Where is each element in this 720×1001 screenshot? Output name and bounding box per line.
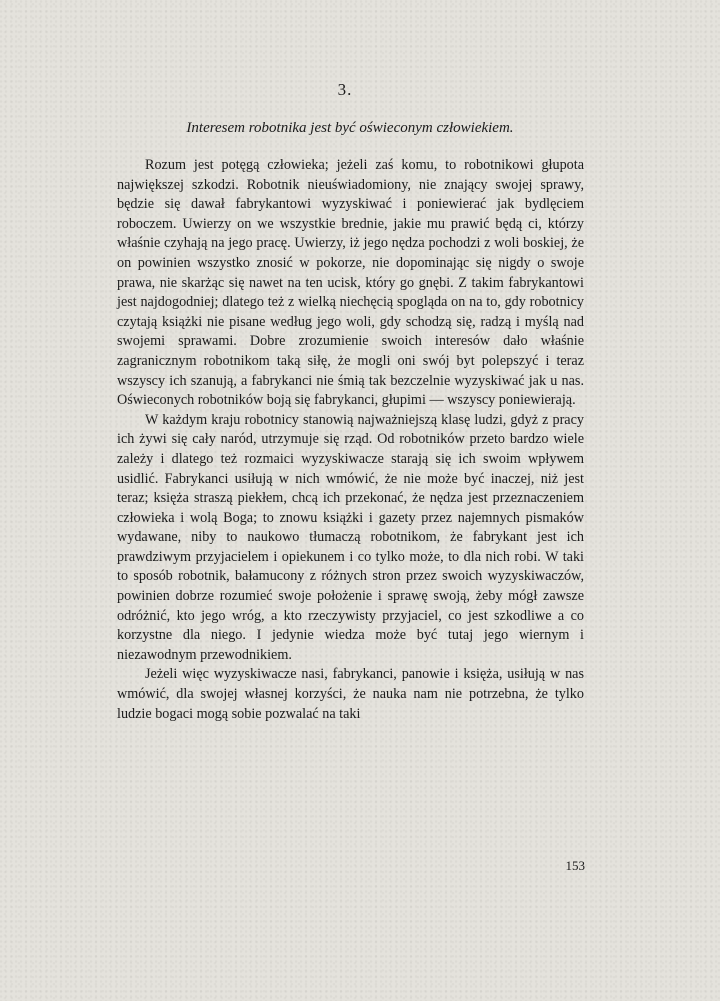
- chapter-title: Interesem robotnika jest być oświeconym człowiekiem.: [186, 120, 514, 136]
- paragraph-3: Jeżeli więc wyzyskiwacze nasi, fabrykanci, panowie i księża, usiłują w nas wmówić, dla swojej własnej korzyści, że nauka nam nie potrzebna, że tylko ludzie bogaci mogą sobie pozwalać na taki: [117, 666, 584, 722]
- paragraph-1: Rozum jest potęgą człowieka; jeżeli zaś komu, to robotnikowi głupota największej szkodzi. Robotnik nieuświadomiony, nie znający swojej sprawy, będzie się dawał fabrykantowi wyzyskiwać i poniewierać jak bydlęciem roboczem. Uwierzy on we wszystkie brednie, jakie mu prawić będą ci, którzy właśnie czyhają na jego pracę. Uwierzy, iż jego nędza pochodzi z woli boskiej, że on powinien wszystko znosić w pokorze, nie dopominając się nigdy o swoje prawa, nie skarżąc się nawet na ten ucisk, który go gnębi. Z takim fabrykantowi jest najdogodniej; dlatego też z wielką niechęcią spogląda on na to, gdy robotnicy czytają książki nie pisane według jego woli, gdy schodzą się, radzą i myślą nad swojemi sprawami. Dobre zrozumienie swoich interesów dało właśnie zagranicznym robotnikom taką siłę, że mogli oni swój byt polepszyć i teraz wszyscy ich szanują, a fabrykanci nie śmią tak bezczelnie wyzyskiwać jak u nas. Oświeconych robotników boją się fabrykanci, głupimi — wszyscy poniewierają.: [117, 157, 584, 409]
- section-number: 3.: [337, 80, 353, 99]
- body-text: [117, 156, 584, 724]
- page-number: 153: [565, 858, 585, 873]
- paragraph-2: W każdym kraju robotnicy stanowią najważniejszą klasę ludzi, gdyż z pracy ich żywi się cały naród, utrzymuje się rząd. Od robotników przeto bardzo wiele zależy i dlatego też rozmaici wyzyskiwacze starają się ich swoim wpływem usidlić. Fabrykanci usiłują w nich wmówić, że nie może być inaczej, niż jest teraz; księża straszą piekłem, chcą ich przekonać, że nędza jest przeznaczeniem człowieka i wolą Boga; to znowu książki i gazety przez najemnych pismaków wydawane, niby to naukowo tłumaczą robotnikom, że fabrykant jest ich prawdziwym przyjacielem i opiekunem i co tylko może, to dla nich robi. W taki to sposób robotnik, bałamucony z różnych stron przez swoich wyzyskiwaczów, powinien dobrze rozumieć swoje położenie i sprawę swoją, żeby mógł zawsze odróżnić, kto jego wróg, a kto rzeczywisty przyjaciel, co jest szkodliwe a co korzystne dla niego. I jedynie wiedza może być tutaj jego wiernym i niezawodnym przewodnikiem.: [117, 411, 584, 663]
